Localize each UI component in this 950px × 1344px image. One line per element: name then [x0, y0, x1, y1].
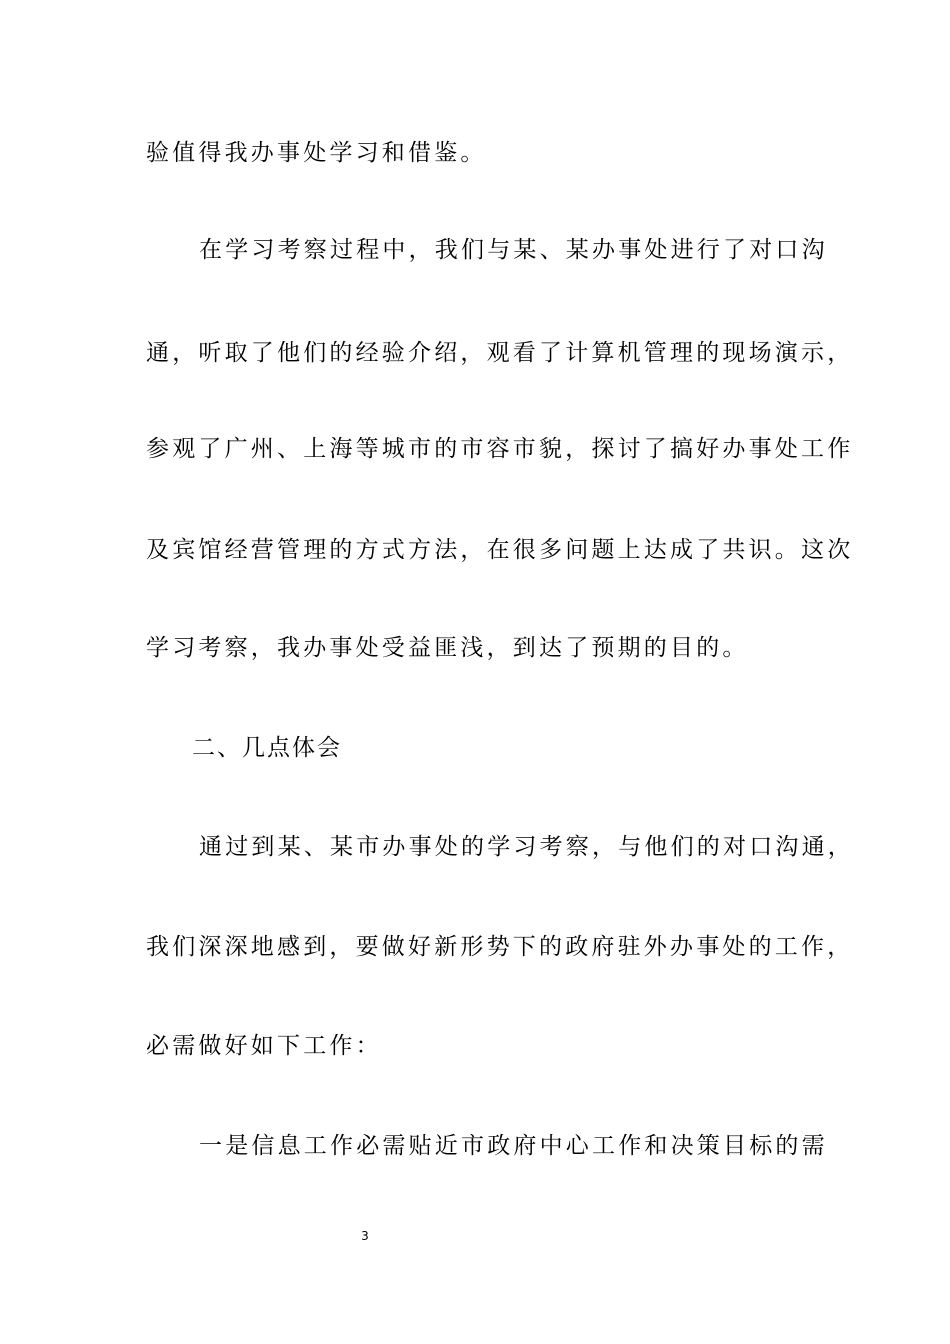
paragraph-line: 参观了广州、上海等城市的市容市貌，探讨了搞好办事处工作 — [146, 436, 854, 462]
paragraph-line: 学习考察，我办事处受益匪浅，到达了预期的目的。 — [146, 635, 749, 661]
paragraph-line: 通，听取了他们的经验介绍，观看了计算机管理的现场演示， — [146, 340, 854, 366]
paragraph-line: 验值得我办事处学习和借鉴。 — [146, 140, 487, 166]
paragraph-line: 及宾馆经营管理的方式方法，在很多问题上达成了共识。这次 — [146, 537, 854, 563]
paragraph-line: 一是信息工作必需贴近市政府中心工作和决策目标的需 — [199, 1133, 828, 1159]
paragraph-line: 必需做好如下工作： — [146, 1033, 382, 1059]
paragraph-line: 通过到某、某市办事处的学习考察，与他们的对口沟通， — [199, 834, 854, 860]
paragraph-line: 在学习考察过程中，我们与某、某办事处进行了对口沟 — [199, 237, 828, 263]
page-number: 3 — [361, 1229, 369, 1243]
section-heading: 二、几点体会 — [192, 735, 342, 761]
paragraph-line: 我们深深地感到，要做好新形势下的政府驻外办事处的工作， — [146, 934, 854, 960]
